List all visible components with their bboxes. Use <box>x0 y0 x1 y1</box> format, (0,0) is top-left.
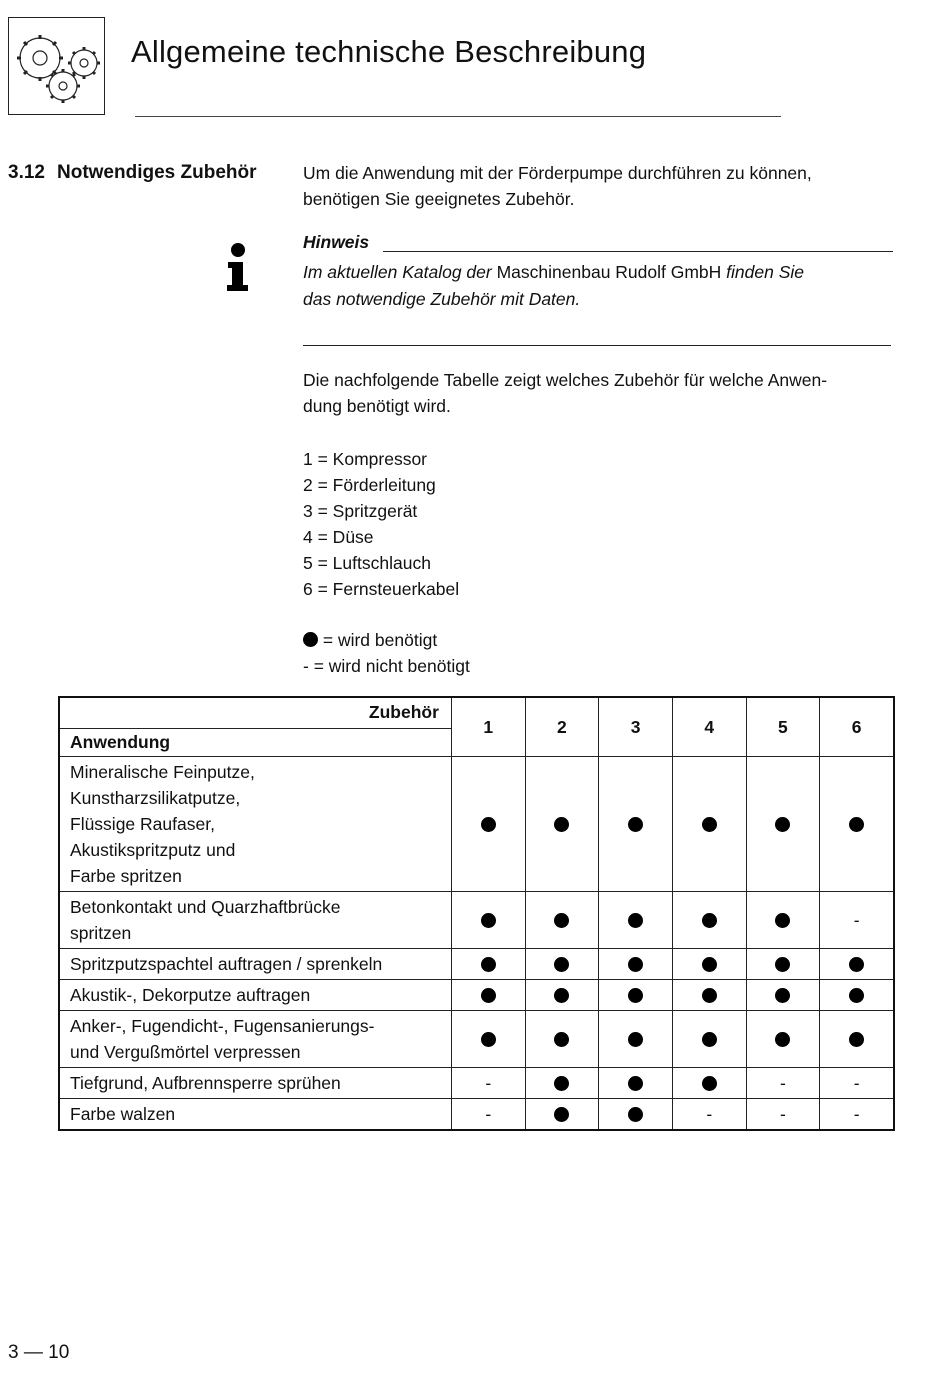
symbol-needed <box>303 627 437 653</box>
filled-dot-icon <box>702 1032 717 1047</box>
requirement-cell <box>525 949 599 980</box>
requirement-cell <box>672 757 746 892</box>
requirement-cell <box>820 892 894 949</box>
intro-line: Um die Anwendung mit der Förderpumpe durchführen zu können, <box>303 163 812 183</box>
application-text: Flüssige Raufaser, <box>70 814 215 834</box>
note-footer-rule <box>303 345 891 346</box>
gears-icon <box>9 18 104 114</box>
requirement-cell <box>525 980 599 1011</box>
header-split-cell <box>59 697 451 757</box>
column-header: 4 <box>672 697 746 757</box>
filled-dot-icon <box>702 913 717 928</box>
info-icon <box>222 242 254 292</box>
filled-dot-icon <box>628 817 643 832</box>
filled-dot-icon <box>628 988 643 1003</box>
accessory-legend <box>303 446 459 602</box>
requirement-cell <box>525 892 599 949</box>
requirement-cell <box>451 949 525 980</box>
page-title: Allgemeine technische Beschreibung <box>131 33 647 69</box>
application-text: Mineralische Feinputze, <box>70 762 255 782</box>
note-header-rule <box>383 251 893 252</box>
filled-dot-icon <box>628 1107 643 1122</box>
column-header: 2 <box>525 697 599 757</box>
requirement-cell <box>746 1068 820 1099</box>
application-text: spritzen <box>70 923 132 943</box>
table-row <box>59 1011 894 1068</box>
filled-dot-icon <box>481 988 496 1003</box>
table-row <box>59 892 894 949</box>
note-label: Hinweis <box>303 232 370 252</box>
application-text: Betonkontakt und Quarzhaftbrücke <box>70 897 341 917</box>
gears-logo <box>8 17 105 115</box>
application-text: Spritzputzspachtel auftragen / sprenkeln <box>70 954 383 974</box>
requirement-cell <box>746 757 820 892</box>
header-split-line <box>60 728 451 729</box>
filled-dot-icon <box>481 913 496 928</box>
requirement-cell <box>746 980 820 1011</box>
legend-item: 5 = Luftschlauch <box>303 553 431 573</box>
application-cell <box>59 757 451 892</box>
requirement-cell <box>599 757 673 892</box>
legend-item: 2 = Förderleitung <box>303 475 436 495</box>
symbol-needed-text: = wird benötigt <box>322 630 438 650</box>
header-accessory: Zubehör <box>368 702 439 722</box>
requirement-cell <box>820 1068 894 1099</box>
table-row <box>59 757 894 892</box>
filled-dot-icon <box>554 913 569 928</box>
filled-dot-icon <box>702 988 717 1003</box>
legend-item: 4 = Düse <box>303 527 374 547</box>
requirement-cell <box>820 1011 894 1068</box>
table-row <box>59 949 894 980</box>
not-needed-dash: - <box>485 1072 492 1093</box>
requirement-cell <box>820 980 894 1011</box>
filled-dot-icon <box>481 957 496 972</box>
filled-dot-icon <box>628 957 643 972</box>
column-header: 3 <box>599 697 673 757</box>
filled-dot-icon <box>775 913 790 928</box>
filled-dot-icon <box>628 1076 643 1091</box>
requirement-cell <box>525 1099 599 1131</box>
application-cell <box>59 1068 451 1099</box>
application-cell <box>59 949 451 980</box>
not-needed-dash: - <box>706 1103 713 1124</box>
requirement-cell <box>451 757 525 892</box>
filled-dot-icon <box>849 817 864 832</box>
requirement-cell <box>451 1068 525 1099</box>
table-row <box>59 1068 894 1099</box>
accessory-table <box>58 696 895 1131</box>
filled-dot-icon <box>702 957 717 972</box>
filled-dot-icon <box>481 1032 496 1047</box>
requirement-cell <box>672 949 746 980</box>
filled-dot-icon <box>481 817 496 832</box>
application-text: Farbe spritzen <box>70 866 182 886</box>
filled-dot-icon <box>702 817 717 832</box>
note-text-pre: Im aktuellen Katalog der <box>303 262 497 282</box>
requirement-cell <box>599 980 673 1011</box>
application-cell <box>59 1099 451 1131</box>
not-needed-dash: - <box>780 1103 786 1124</box>
page-number: 3 — 10 <box>8 1342 70 1363</box>
application-cell <box>59 980 451 1011</box>
table-body <box>59 757 894 1131</box>
requirement-cell <box>525 1011 599 1068</box>
not-needed-dash: - <box>853 1072 860 1093</box>
filled-dot-icon <box>554 1076 569 1091</box>
legend-item: 1 = Kompressor <box>303 449 428 469</box>
requirement-cell <box>451 1099 525 1131</box>
requirement-cell <box>599 1011 673 1068</box>
table-header-row <box>59 697 894 757</box>
note-brand: Maschinenbau Rudolf GmbH <box>496 262 722 282</box>
application-cell <box>59 1011 451 1068</box>
application-text: Anker-, Fugendicht-, Fugensanierungs- <box>70 1016 375 1036</box>
requirement-cell <box>451 892 525 949</box>
not-needed-dash: - <box>853 909 860 930</box>
section-number: 3.12 <box>8 162 45 183</box>
filled-dot-icon <box>628 913 643 928</box>
requirement-cell <box>746 1099 820 1131</box>
requirement-cell <box>672 892 746 949</box>
application-text: Kunstharzsilikatputze, <box>70 788 241 808</box>
requirement-cell <box>820 1099 894 1131</box>
requirement-cell <box>746 949 820 980</box>
table-row <box>59 980 894 1011</box>
requirement-cell <box>820 949 894 980</box>
not-needed-dash: - <box>780 1072 786 1093</box>
requirement-cell <box>451 1011 525 1068</box>
intro-line: benötigen Sie geeignetes Zubehör. <box>303 189 575 209</box>
filled-dot-icon <box>554 817 569 832</box>
not-needed-dash: - <box>485 1103 492 1124</box>
application-text: Akustik-, Dekorputze auftragen <box>70 985 311 1005</box>
column-header: 5 <box>746 697 820 757</box>
note-header <box>303 232 893 256</box>
filled-dot-icon <box>554 957 569 972</box>
table-intro-line: dung benötigt wird. <box>303 396 451 416</box>
table-intro <box>303 367 827 419</box>
filled-dot-icon <box>849 988 864 1003</box>
requirement-cell <box>746 892 820 949</box>
section-title: Notwendiges Zubehör <box>57 162 257 183</box>
note-text-post: finden Sie <box>721 262 804 282</box>
requirement-cell <box>599 1099 673 1131</box>
requirement-cell <box>525 1068 599 1099</box>
requirement-cell <box>672 1011 746 1068</box>
filled-dot-icon <box>775 1032 790 1047</box>
filled-dot-icon <box>849 1032 864 1047</box>
filled-dot-icon <box>775 988 790 1003</box>
filled-dot-icon <box>554 1107 569 1122</box>
requirement-cell <box>525 757 599 892</box>
filled-dot-icon <box>775 817 790 832</box>
note-text-line2: das notwendige Zubehör mit Daten. <box>303 288 581 309</box>
application-text: und Vergußmörtel verpressen <box>70 1042 301 1062</box>
application-text: Akustikspritzputz und <box>70 840 236 860</box>
filled-dot-icon <box>554 988 569 1003</box>
table-row <box>59 1099 894 1131</box>
filled-dot-icon <box>628 1032 643 1047</box>
filled-dot-icon <box>849 957 864 972</box>
legend-item: 3 = Spritzgerät <box>303 501 418 521</box>
requirement-cell <box>451 980 525 1011</box>
filled-dot-icon <box>303 632 318 647</box>
requirement-cell <box>820 757 894 892</box>
header-divider <box>135 116 781 117</box>
requirement-cell <box>599 949 673 980</box>
legend-item: 6 = Fernsteuerkabel <box>303 579 460 599</box>
column-header: 1 <box>451 697 525 757</box>
header-application: Anwendung <box>70 732 171 752</box>
note-text <box>303 259 893 312</box>
column-header: 6 <box>820 697 894 757</box>
application-cell <box>59 892 451 949</box>
application-text: Farbe walzen <box>70 1104 176 1124</box>
requirement-cell <box>672 1068 746 1099</box>
filled-dot-icon <box>554 1032 569 1047</box>
requirement-cell <box>599 892 673 949</box>
requirement-cell <box>599 1068 673 1099</box>
filled-dot-icon <box>775 957 790 972</box>
requirement-cell <box>672 1099 746 1131</box>
application-text: Tiefgrund, Aufbrennsperre sprühen <box>70 1073 341 1093</box>
intro-paragraph <box>303 160 812 212</box>
requirement-cell <box>672 980 746 1011</box>
not-needed-dash: - <box>853 1103 860 1124</box>
filled-dot-icon <box>702 1076 717 1091</box>
requirement-cell <box>746 1011 820 1068</box>
symbol-not-needed: - = wird nicht benötigt <box>303 656 470 676</box>
table-intro-line: Die nachfolgende Tabelle zeigt welches Zubehör für welche Anwen- <box>303 370 828 390</box>
